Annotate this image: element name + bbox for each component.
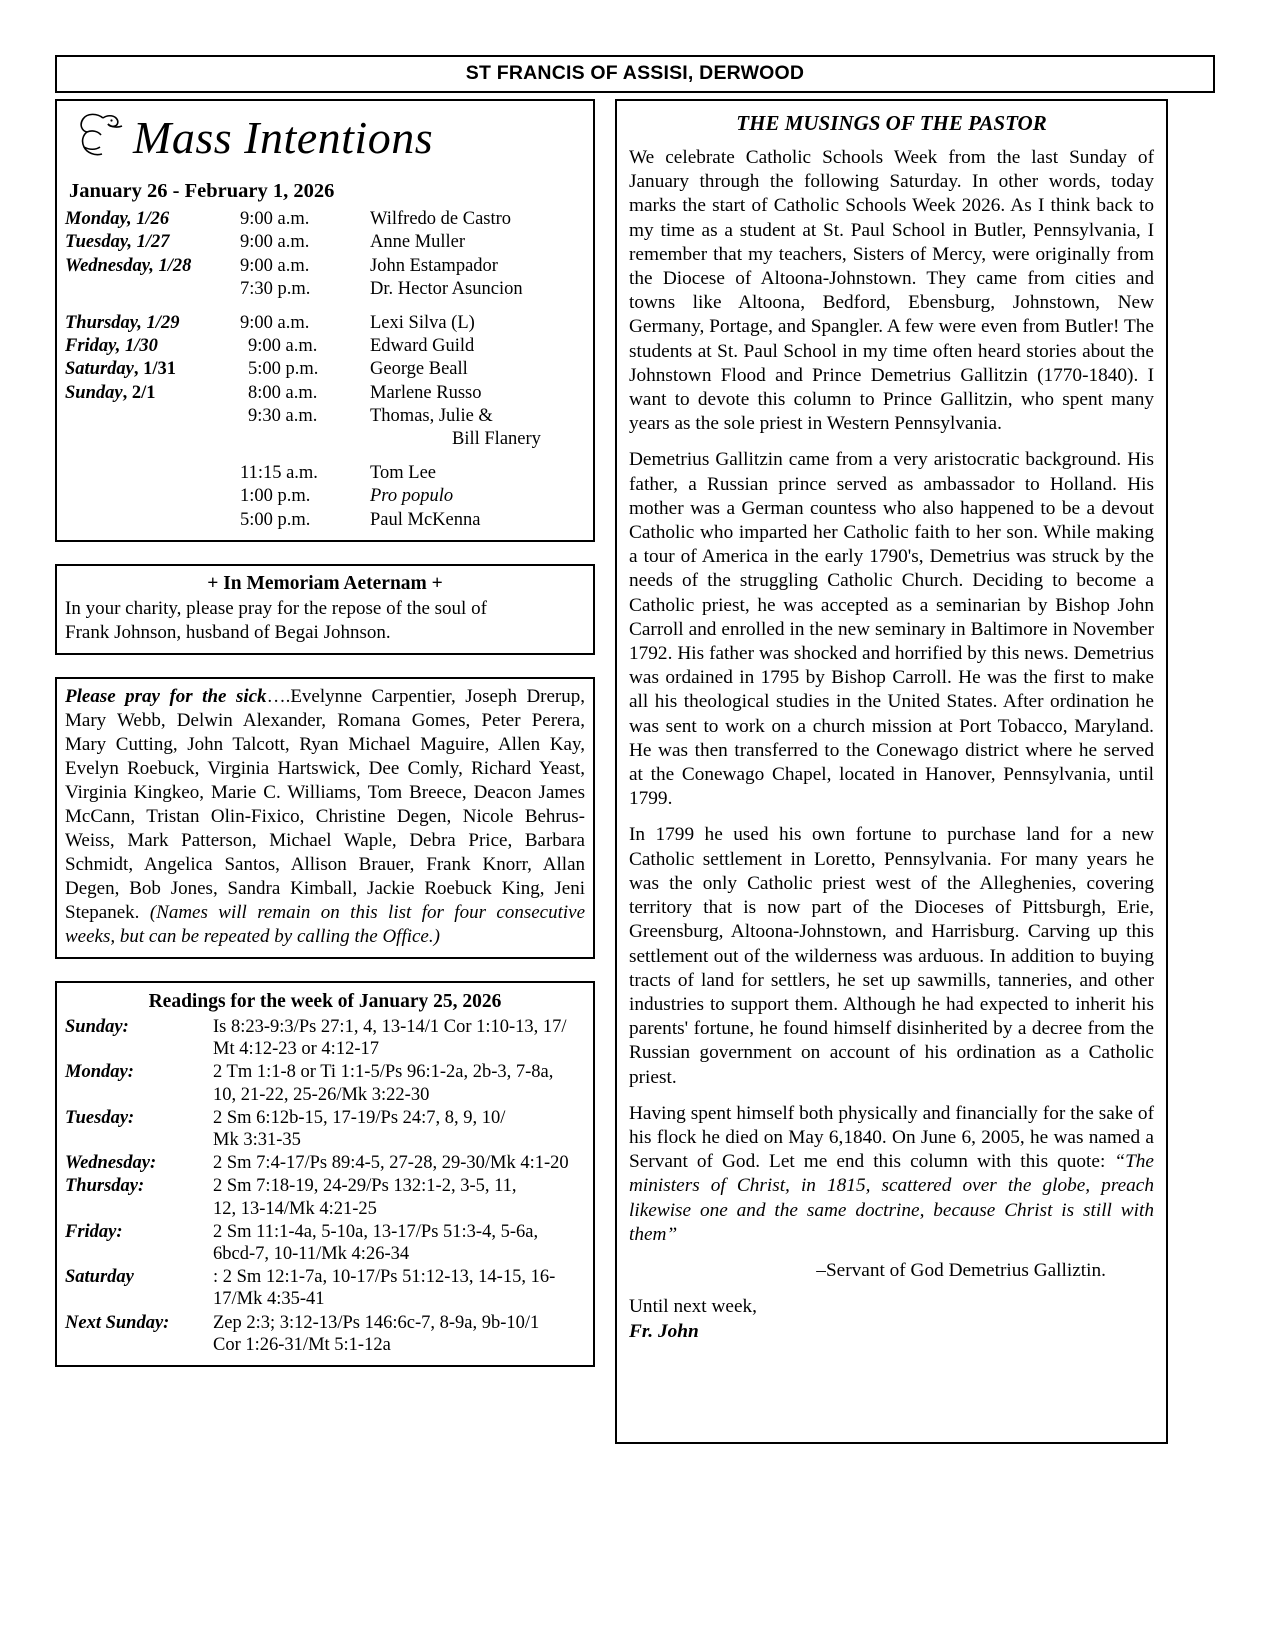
mass-intention-name: Pro populo (370, 486, 454, 507)
right-column (615, 99, 1168, 1444)
mass-intention-name: Edward Guild (370, 335, 475, 356)
mass-intention-name: Marlene Russo (370, 382, 482, 403)
mass-time: 5:00 p.m. (240, 509, 311, 530)
mass-intention-name: John Estampador (370, 255, 498, 276)
mass-time: 7:30 p.m. (240, 279, 311, 300)
mass-intention-name: Tom Lee (370, 462, 436, 483)
reading-day-label: Saturday (65, 1267, 134, 1288)
mass-time: 1:00 p.m. (240, 486, 311, 507)
musings-signoff (629, 1295, 1154, 1344)
mass-day-label: Sunday, 2/1 (65, 382, 156, 403)
reading-day-label: Wednesday: (65, 1153, 157, 1174)
reading-citation: 2 Sm 7:4-17/Ps 89:4-5, 27-28, 29-30/Mk 4:1-20 (213, 1153, 569, 1174)
reading-citation: 2 Sm 6:12b-15, 17-19/Ps 24:7, 8, 9, 10/ Mk 3:31-35 (213, 1107, 585, 1152)
mass-day-label (65, 509, 240, 532)
in-memoriam-title: + In Memoriam Aeternam + (207, 572, 443, 594)
pray-for-sick-names: ….Evelynne Carpentier, Joseph Drerup, Mary Webb, Delwin Alexander, Romana Gomes, Peter Perera, Mary Cutting, John Talcott, Ryan Michael Maguire, Allen Kay, Evelyn Roebuck, Virginia Hartswick, Dee Comly, Richard Yeast, Virginia Kingkeo, Marie C. Williams, Tom Breece, Deacon James McCann, Tristan Olin-Fixico, Christine Degen, Nicole Behrus-Weiss, Mark Patterson, Michael Waple, Debra Price, Barbara Schmidt, Angelica Santos, Allison Brauer, Frank Knorr, Allan Degen, Bob Jones, Sandra Kimball, Jackie Roebuck King, Jeni Stepanek. (65, 685, 585, 924)
mass-day-date: , 1/31 (133, 359, 177, 380)
dove-icon (73, 109, 131, 166)
readings-title: Readings for the week of January 25, 2026 (148, 991, 502, 1013)
musings-signature: Fr. John (629, 1321, 699, 1343)
mass-day-label (65, 405, 240, 428)
reading-citation-continued: 17/Mk 4:35-41 (213, 1289, 325, 1310)
mass-time: 9:00 a.m. (240, 232, 310, 253)
mass-day-date: , 2/1 (122, 382, 156, 403)
mass-intentions-box (55, 99, 595, 542)
in-memoriam-line-1: In your charity, please pray for the repose of the soul of (65, 597, 487, 619)
left-column (55, 99, 595, 1387)
reading-citation-continued: 10, 21-22, 25-26/Mk 3:22-30 (213, 1084, 430, 1105)
mass-intention-name: Paul McKenna (370, 509, 481, 530)
musings-quote: “The ministers of Christ, in 1815, scattered over the globe, preach likewise one and the same doctrine, because Christ is still with them” (629, 1151, 1154, 1245)
mass-time: 11:15 a.m. (240, 462, 318, 483)
reading-day-label: Sunday: (65, 1017, 129, 1038)
table-row (65, 358, 585, 381)
reading-day-label: Tuesday: (65, 1107, 135, 1128)
mass-day-label (65, 428, 240, 451)
table-row (65, 312, 585, 335)
pray-for-sick-box (55, 677, 595, 959)
readings-box (55, 981, 595, 1367)
pray-for-sick-note: (Names will remain on this list for four consecutive weeks, but can be repeated by calling the Office.) (65, 902, 586, 948)
mass-intentions-rows (65, 208, 585, 532)
musings-paragraph: In 1799 he used his own fortune to purchase land for a new Catholic settlement in Loretto, Pennsylvania. For many years he was the only Catholic priest west of the Alleghenies, covering territory that is now part of the Dioceses of Pittsburgh, Erie, Greensburg, Altoona-Johnstown, and Harrisburg. Carving up this settlement out of the wilderness was arduous. In addition to buying tracts of land for settlers, he set up sawmills, tanneries, and other industries to support them. Although he had expected to inherit his parents' fortune, he found himself disinherited by a decree from the Russian government on account of his ordination as a Catholic priest. (629, 824, 1154, 1088)
mass-day-label: Tuesday, 1/27 (65, 232, 170, 253)
table-row (65, 1061, 585, 1106)
table-row (65, 231, 585, 254)
mass-day-label: Monday, 1/26 (65, 209, 170, 229)
table-row (65, 382, 585, 405)
reading-citation-continued: 12, 13-14/Mk 4:21-25 (213, 1198, 377, 1219)
mass-intentions-table (65, 208, 585, 532)
table-row (65, 1266, 585, 1311)
reading-citation: : 2 Sm 12:1-7a, 10-17/Ps 51:12-13, 14-15, 16- 17/Mk 4:35-41 (213, 1266, 585, 1311)
table-row (65, 485, 585, 508)
mass-intention-name: Dr. Hector Asuncion (370, 279, 523, 300)
reading-citation: 2 Tm 1:1-8 or Ti 1:1-5/Ps 96:1-2a, 2b-3, 7-8a, 10, 21-22, 25-26/Mk 3:22-30 (213, 1061, 585, 1106)
mass-time: 9:00 a.m. (240, 312, 310, 333)
mass-day-label: Friday, 1/30 (65, 335, 158, 356)
reading-day-label: Monday: (65, 1062, 134, 1083)
table-row (65, 1175, 585, 1220)
reading-day-label: Thursday: (65, 1176, 145, 1197)
table-row (65, 335, 585, 358)
mass-intention-name: Anne Muller (370, 232, 466, 253)
musings-paragraphs (629, 146, 1154, 1090)
two-column-layout (55, 99, 1215, 1444)
mass-intention-name: Thomas, Julie & (370, 406, 493, 426)
pray-for-sick-text (65, 685, 585, 949)
musings-signoff-text: Until next week, (629, 1296, 757, 1318)
readings-table (65, 1016, 585, 1357)
reading-day-label: Friday: (65, 1221, 123, 1242)
reading-citation: 2 Sm 11:1-4a, 5-10a, 13-17/Ps 51:3-4, 5-6a, 6bcd-7, 10-11/Mk 4:26-34 (213, 1221, 585, 1266)
table-row (65, 1221, 585, 1266)
mass-day-label: Saturday, 1/31 (65, 359, 177, 380)
table-row (65, 405, 585, 428)
reading-citation: Is 8:23-9:3/Ps 27:1, 4, 13-14/1 Cor 1:10-13, 17/ Mt 4:12-23 or 4:12-17 (213, 1016, 585, 1061)
mass-time: 9:30 a.m. (248, 406, 318, 426)
reading-citation-continued: Cor 1:26-31/Mt 5:1-12a (213, 1334, 391, 1355)
musings-final-lead: Having spent himself both physically and financially for the sake of his flock he died on May 6,1840. On June 6, 2005, he was named a Servant of God. Let me end this column with this quote: (629, 1102, 1154, 1173)
mass-day-label (65, 278, 240, 301)
mass-intention-name: Lexi Silva (L) (370, 312, 475, 333)
mass-intention-name: Wilfredo de Castro (370, 209, 512, 229)
reading-citation-continued: Mk 3:31-35 (213, 1130, 301, 1151)
table-row (65, 255, 585, 278)
mass-time: 5:00 p.m. (248, 359, 319, 380)
table-row (65, 208, 585, 231)
reading-citation: Zep 2:3; 3:12-13/Ps 146:6c-7, 8-9a, 9b-10/1 Cor 1:26-31/Mt 5:1-12a (213, 1312, 585, 1357)
table-spacer (65, 302, 585, 312)
mass-time: 9:00 a.m. (248, 335, 318, 356)
mass-time: 9:00 a.m. (240, 255, 310, 276)
mass-day-label: Wednesday, 1/28 (65, 255, 192, 276)
mass-intentions-header (65, 109, 585, 166)
mass-intentions-heading: Mass Intentions (133, 111, 434, 163)
page-masthead-title: ST FRANCIS OF ASSISI, DERWOOD (55, 55, 1215, 93)
table-row (65, 509, 585, 532)
table-row (65, 1107, 585, 1152)
mass-time (240, 428, 370, 451)
reading-citation: 2 Sm 7:18-19, 24-29/Ps 132:1-2, 3-5, 11, 12, 13-14/Mk 4:21-25 (213, 1175, 585, 1220)
table-row (65, 1152, 585, 1175)
musings-title: THE MUSINGS OF THE PASTOR (736, 111, 1047, 135)
mass-intentions-date-range: January 26 - February 1, 2026 (69, 180, 335, 202)
table-row (65, 462, 585, 485)
table-row (65, 1312, 585, 1357)
musings-final-paragraph (629, 1102, 1154, 1247)
readings-rows (65, 1016, 585, 1357)
mass-time: 8:00 a.m. (248, 382, 318, 403)
reading-day-label: Next Sunday: (65, 1312, 170, 1333)
mass-day-label (65, 485, 240, 508)
mass-intention-name: George Beall (370, 359, 468, 380)
musings-paragraph: Demetrius Gallitzin came from a very aristocratic background. His father, a Russian prince served as ambassador to Holland. His mother was a German countess who also happened to be a devout Catholic who imparted her Catholic faith to her son. While making a tour of America in the early 1790's, Demetrius was struck by the needs of the struggling Catholic Church. Deciding to become a Catholic priest, he was accepted as a seminarian by Bishop John Carroll and enrolled in the new seminary in Baltimore in November 1792. His father was shocked and horrified by this news. Demetrius was ordained in 1795 by Bishop Carroll. He was the first to make all his theological studies in the United States. After ordination he was sent to work on a church mission at Port Tobacco, Maryland. He was then transferred to the Conewago district where he served at the Conewago Chapel, located in Hanover, Pennsylvania, until 1799. (629, 449, 1154, 810)
table-row (65, 278, 585, 301)
table-row (65, 428, 585, 451)
mass-day-label: Thursday, 1/29 (65, 312, 180, 333)
musings-attribution: –Servant of God Demetrius Galliztin. (816, 1259, 1106, 1281)
pray-for-sick-lead: Please pray for the sick (65, 685, 267, 707)
mass-day-label (65, 462, 240, 485)
mass-intention-name: Bill Flanery (452, 429, 541, 450)
mass-time: 9:00 a.m. (240, 209, 310, 229)
reading-citation-continued: 6bcd-7, 10-11/Mk 4:26-34 (213, 1243, 410, 1264)
in-memoriam-body (65, 597, 585, 645)
in-memoriam-line-2: Frank Johnson, husband of Begai Johnson. (65, 621, 391, 643)
musings-paragraph: We celebrate Catholic Schools Week from the last Sunday of January through the following Saturday. In other words, today marks the start of Catholic Schools Week 2026. As I think back to my time as a student at St. Paul School in Butler, Pennsylvania, I remember that my teachers, Sisters of Mercy, were originally from the Diocese of Altoona-Johnstown. They came from cities and towns like Altoona, Bedford, Ebensburg, Johnstown, New Germany, Portage, and Spangler. A few were even from Butler! The students at St. Paul School in my time often heard stories about the Johnstown Flood and Prince Demetrius Gallitzin (1770-1840). I want to devote this column to Prince Gallitzin, who spent many years as the sole priest in Western Pennsylvania. (629, 147, 1154, 435)
table-spacer (65, 452, 585, 462)
musings-box (615, 99, 1168, 1444)
in-memoriam-box (55, 564, 595, 655)
table-row (65, 1016, 585, 1061)
reading-citation-continued: Mt 4:12-23 or 4:12-17 (213, 1039, 379, 1060)
